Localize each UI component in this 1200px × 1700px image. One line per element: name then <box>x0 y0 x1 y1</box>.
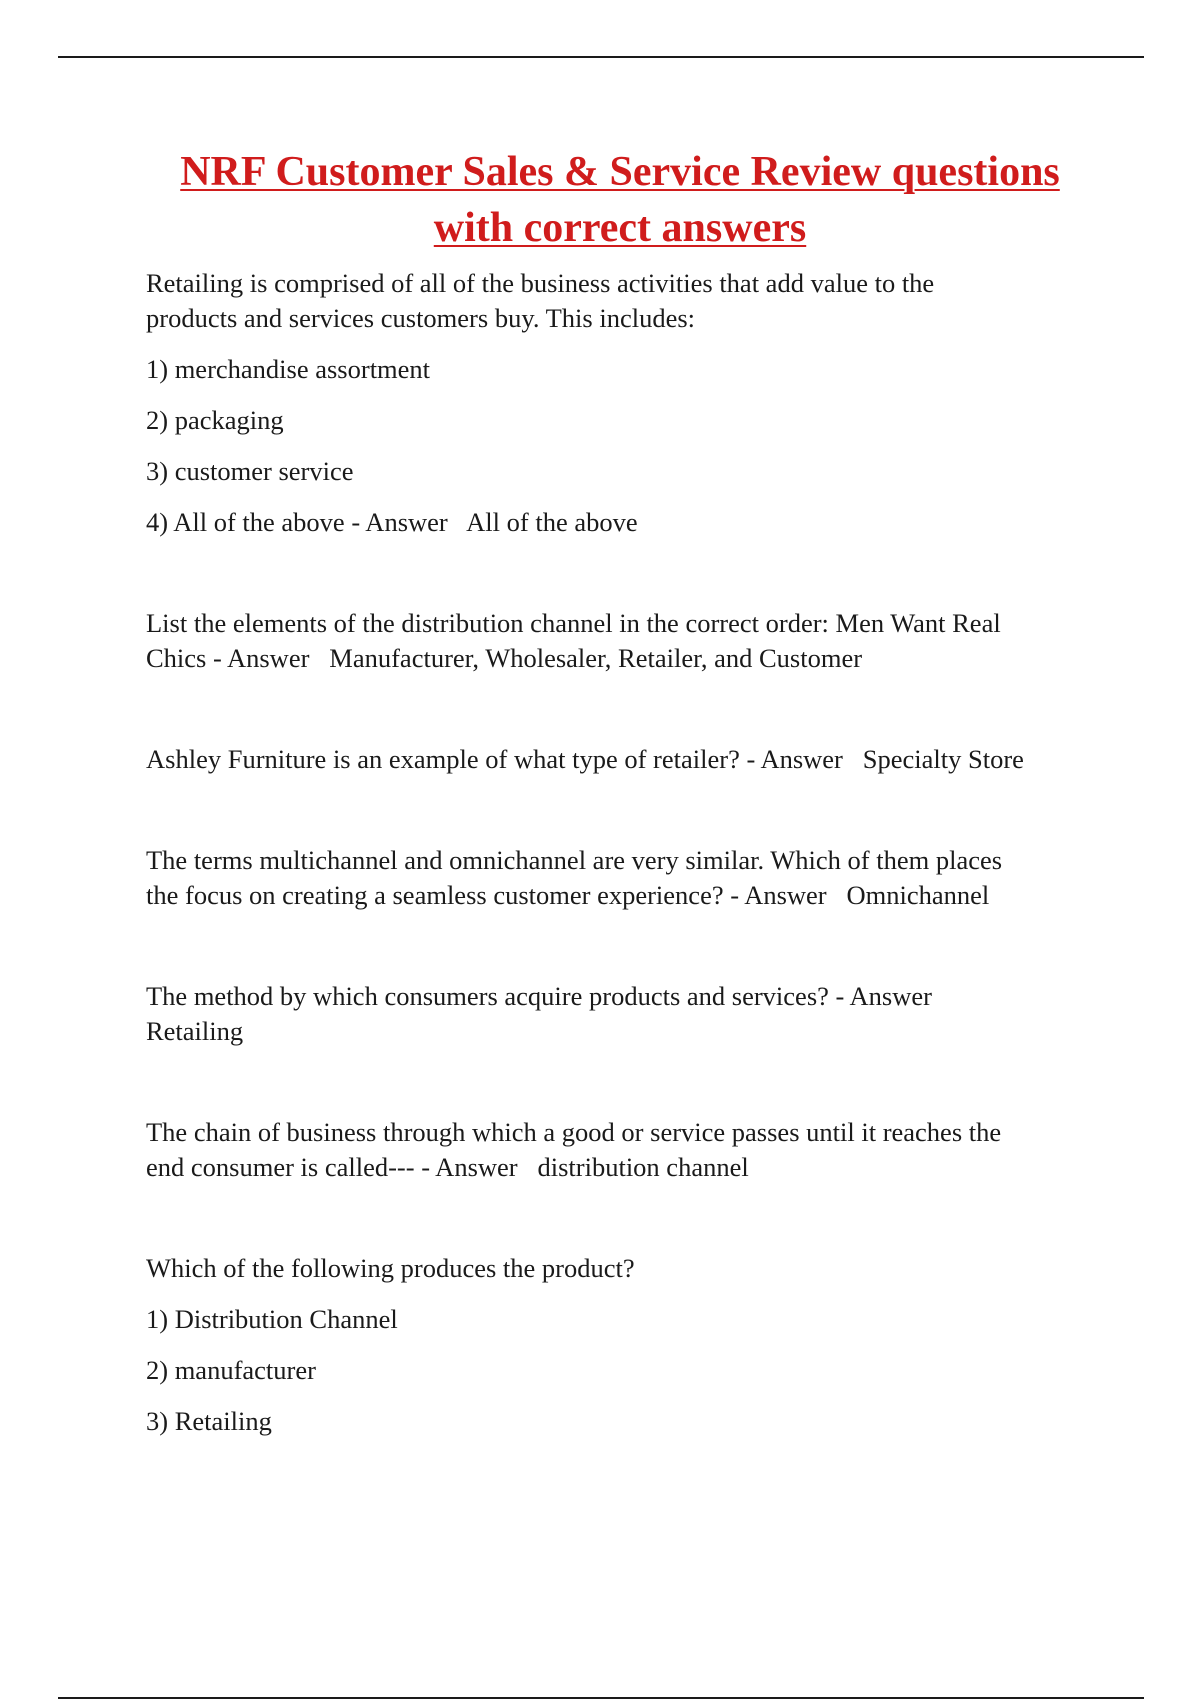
answer-text: All of the above <box>466 507 638 537</box>
question-text: products and services customers buy. This includes: <box>146 303 696 333</box>
option-item <box>146 505 1106 540</box>
question-text: List the elements of the distribution channel in the correct order: Men Want Real <box>146 608 1001 638</box>
question-text <box>146 878 1106 913</box>
question-block-5 <box>146 979 1106 1049</box>
page-title <box>0 144 1200 256</box>
question-text: The method by which consumers acquire products and services? - Answer <box>146 981 932 1011</box>
question-block-2 <box>146 606 1106 676</box>
top-rule <box>58 56 1144 58</box>
question-block-3 <box>146 742 1106 777</box>
title-line-2: with correct answers <box>433 205 807 251</box>
answer-text: Specialty Store <box>862 744 1024 774</box>
question-text-tail: the focus on creating a seamless customer experience? - Answer <box>146 880 827 910</box>
answer-text: Omnichannel <box>846 880 990 910</box>
option-item: 3) Retailing <box>146 1406 272 1436</box>
question-text: The terms multichannel and omnichannel are very similar. Which of them places <box>146 845 1003 875</box>
question-block-7 <box>146 1251 1106 1439</box>
option-text: 4) All of the above - Answer <box>146 507 448 537</box>
question-text-main: Ashley Furniture is an example of what type of retailer? - Answer <box>146 744 843 774</box>
question-text <box>146 641 1106 676</box>
question-block-1 <box>146 266 1106 540</box>
answer-text: distribution channel <box>537 1152 749 1182</box>
question-block-4 <box>146 843 1106 913</box>
answer-text: Retailing <box>146 1016 244 1046</box>
option-item: 2) manufacturer <box>146 1355 316 1385</box>
document-body <box>146 266 1106 1439</box>
question-text-tail: Chics - Answer <box>146 643 310 673</box>
answer-text: Manufacturer, Wholesaler, Retailer, and Customer <box>329 643 863 673</box>
question-text: Retailing is comprised of all of the business activities that add value to the <box>146 268 935 298</box>
question-text: The chain of business through which a good or service passes until it reaches the <box>146 1117 1002 1147</box>
question-text <box>146 742 1106 777</box>
bottom-rule <box>58 1697 1144 1699</box>
option-item: 2) packaging <box>146 405 284 435</box>
question-block-6 <box>146 1115 1106 1185</box>
question-text <box>146 1150 1106 1185</box>
title-line-1: NRF Customer Sales & Service Review questions <box>180 149 1060 195</box>
option-item: 3) customer service <box>146 456 354 486</box>
question-text: Which of the following produces the product? <box>146 1253 635 1283</box>
option-item: 1) Distribution Channel <box>146 1304 398 1334</box>
option-item: 1) merchandise assortment <box>146 354 431 384</box>
question-text-tail: end consumer is called--- - Answer <box>146 1152 518 1182</box>
